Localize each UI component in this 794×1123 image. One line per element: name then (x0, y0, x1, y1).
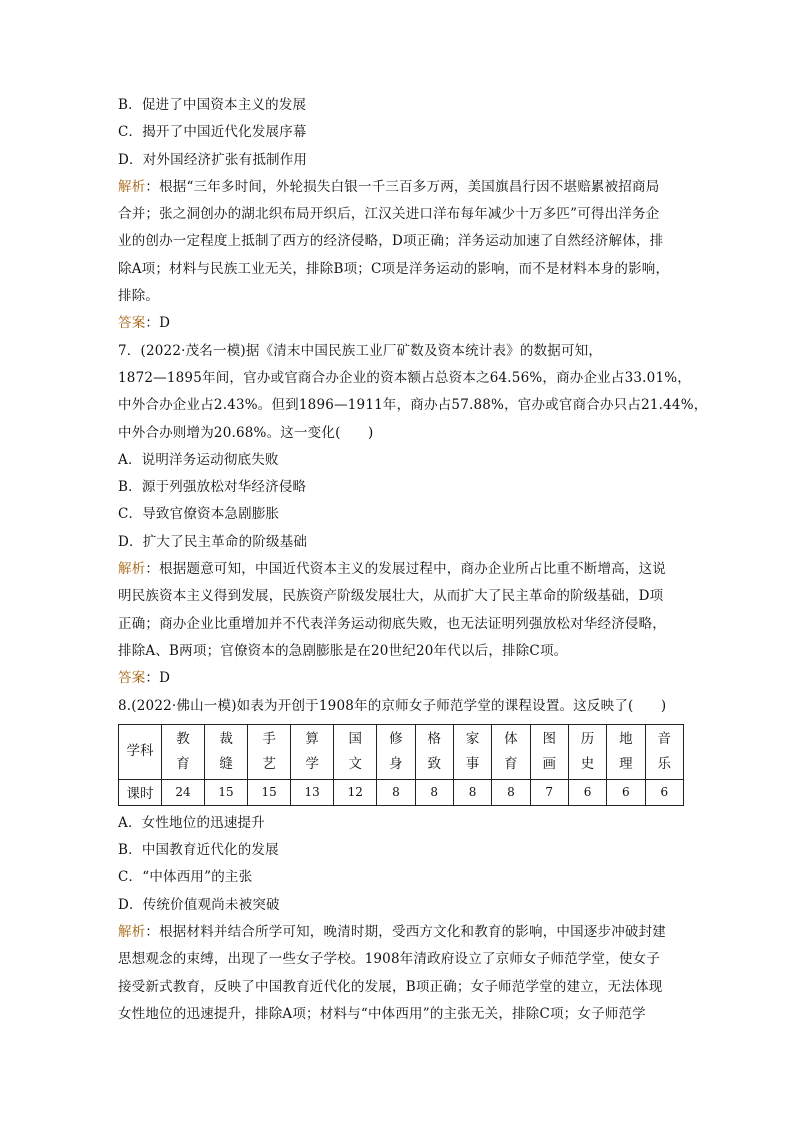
option-c: C．“中体西用”的主张 (118, 869, 253, 886)
stem-line: 中外合办企业占2.43%。但到1896—1911年，商办占57.88%，官办或官商合办只占21.44%， (118, 397, 708, 414)
option-a: A．说明洋务运动彻底失败 (118, 451, 279, 468)
hours-cell: 15 (205, 779, 248, 805)
subject-cell: 历 史 (568, 724, 606, 779)
analysis-label: 解析 (118, 924, 146, 941)
subject-cell: 图 画 (530, 724, 568, 779)
table-row-subjects (119, 724, 684, 779)
analysis-text: 明民族资本主义得到发展，民族资产阶级发展壮大，从而扩大了民主革命的阶级基础，D项 (118, 588, 664, 605)
q8-analysis (118, 919, 684, 1028)
analysis-text: 接受新式教育，反映了中国教育近代化的发展，B项正确；女子师范学堂的建立，无法体现 (118, 978, 663, 995)
analysis-text: ：根据题意可知，中国近代资本主义的发展过程中，商办企业所占比重不断增高，这说 (145, 561, 667, 578)
stem-line: 7．(2022·茂名一模)据《清末中国民族工业厂矿数及资本统计表》的数据可知， (118, 342, 603, 359)
curriculum-table (118, 724, 684, 806)
q6-options (118, 92, 684, 174)
row-header: 学科 (119, 724, 162, 779)
option-b: B．促进了中国资本主义的发展 (118, 97, 307, 113)
analysis-text: 业的创办一定程度上抵制了西方的经济侵略，D项正确；洋务运动加速了自然经济解体，排 (118, 233, 664, 250)
subject-cell: 体 育 (492, 724, 530, 779)
analysis-text: 思想观念的束缚，出现了一些女子学校。1908年清政府设立了京师女子师范学堂，使女子 (118, 951, 661, 968)
option-d: D．对外国经济扩张有抵制作用 (118, 151, 308, 168)
hours-cell: 8 (415, 779, 453, 805)
answer-value: ：D (145, 315, 171, 332)
answer-value: ：D (145, 670, 171, 687)
q7-options (118, 447, 684, 556)
q6-answer (118, 310, 684, 337)
hours-cell: 6 (607, 779, 645, 805)
answer-label: 答案 (118, 670, 146, 687)
option-a: A．女性地位的迅速提升 (118, 814, 265, 831)
q7-answer (118, 665, 684, 692)
analysis-text: 排除。 (118, 288, 160, 305)
answer-label: 答案 (118, 315, 146, 332)
option-b: B．中国教育近代化的发展 (118, 842, 279, 859)
hours-cell: 13 (291, 779, 334, 805)
subject-cell: 国 文 (334, 724, 377, 779)
q7-stem (118, 338, 708, 447)
analysis-label: 解析 (118, 561, 146, 578)
subject-cell: 手 艺 (248, 724, 291, 779)
subject-cell: 算 学 (291, 724, 334, 779)
analysis-text: 正确；商办企业比重增加并不代表洋务运动彻底失败，也无法证明列强放松对华经济侵略， (118, 615, 666, 632)
option-c: C．揭开了中国近代化发展序幕 (118, 124, 307, 141)
subject-cell: 家 事 (453, 724, 491, 779)
analysis-text: 排除A、B两项；官僚资本的急剧膨胀是在20世纪20年代以后，排除C项。 (118, 642, 568, 659)
subject-cell: 地 理 (607, 724, 645, 779)
hours-cell: 8 (377, 779, 415, 805)
analysis-text: ：根据材料并结合所学可知，晚清时期，受西方文化和教育的影响，中国逐步冲破封建 (145, 924, 667, 941)
subject-cell: 教 育 (162, 724, 205, 779)
q8-stem: 8.(2022·佛山一模)如表为开创于1908年的京师女子师范学堂的课程设置。这反映了( ) (118, 697, 667, 714)
analysis-text: 除A项；材料与民族工业无关，排除B项；C项是洋务运动的影响，而不是材料本身的影响， (118, 260, 670, 277)
hours-cell: 7 (530, 779, 568, 805)
option-b: B．源于列强放松对华经济侵略 (118, 479, 307, 496)
option-c: C．导致官僚资本急剧膨胀 (118, 506, 280, 523)
hours-cell: 15 (248, 779, 291, 805)
hours-cell: 8 (453, 779, 491, 805)
stem-line: 1872—1895年间，官办或官商合办企业的资本额占总资本之64.56%，商办企业占33.01%， (118, 369, 691, 386)
hours-cell: 6 (645, 779, 683, 805)
subject-cell: 音 乐 (645, 724, 683, 779)
hours-cell: 6 (568, 779, 606, 805)
hours-cell: 24 (162, 779, 205, 805)
q7-analysis (118, 556, 684, 665)
table-row-hours (119, 779, 684, 805)
subject-cell: 格 致 (415, 724, 453, 779)
analysis-text: 女性地位的迅速提升，排除A项；材料与“中体西用”的主张无关，排除C项；女子师范学 (118, 1005, 646, 1022)
subject-cell: 修 身 (377, 724, 415, 779)
q8-options (118, 810, 684, 919)
row-header: 课时 (119, 779, 162, 805)
hours-cell: 8 (492, 779, 530, 805)
subject-cell: 裁 缝 (205, 724, 248, 779)
analysis-label: 解析 (118, 178, 146, 195)
option-d: D．传统价值观尚未被突破 (118, 896, 280, 913)
option-d: D．扩大了民主革命的阶级基础 (118, 533, 308, 550)
hours-cell: 12 (334, 779, 377, 805)
analysis-text: 合并；张之洞创办的湖北织布局开织后，江汉关进口洋布每年减少十万多匹”可得出洋务企 (118, 206, 660, 223)
document-page (118, 92, 708, 1028)
stem-line: 中外合办则增为20.68%。这一变化( ) (118, 424, 374, 441)
q6-analysis (118, 174, 684, 310)
analysis-text: ：根据“三年多时间，外轮损失白银一千三百多万两，美国旗昌行因不堪赔累被招商局 (145, 178, 660, 195)
